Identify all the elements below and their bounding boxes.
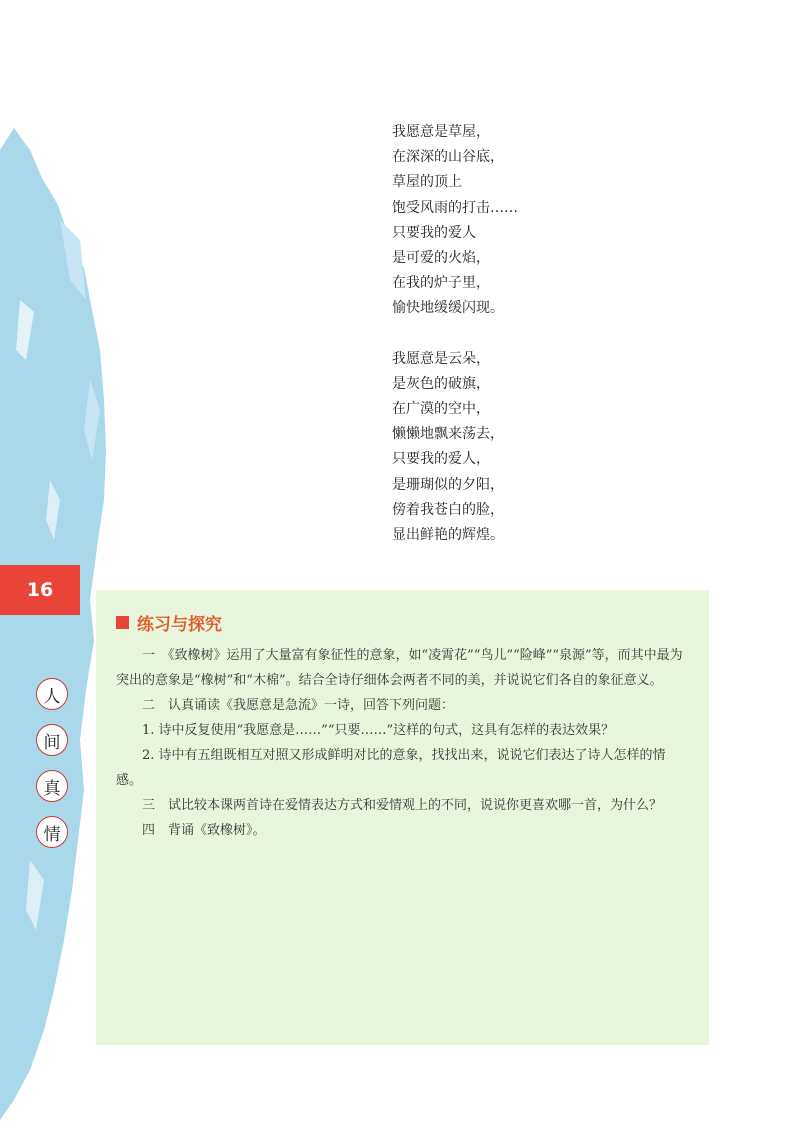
square-bullet-icon xyxy=(116,616,129,629)
poem-line: 愉快地缓缓闪现。 xyxy=(392,300,504,317)
exercise-item: 四 背诵《致橡树》。 xyxy=(142,823,266,838)
poem xyxy=(392,120,652,548)
exercise-item: 三 试比较本课两首诗在爱情表达方式和爱情观上的不同，说说你更喜欢哪一首，为什么？ xyxy=(142,798,663,813)
exercise-item: 1. 诗中反复使用“我愿意是……”“只要……”这样的句式，这具有怎样的表达效果？ xyxy=(142,723,615,738)
poem-line: 我愿意是草屋， xyxy=(392,124,490,140)
poem-line: 显出鲜艳的辉煌。 xyxy=(392,527,504,544)
poem-line: 在我的炉子里， xyxy=(392,275,490,292)
seal-char: 情 xyxy=(36,816,68,848)
poem-line: 是灰色的破旗， xyxy=(392,375,490,392)
seal-char: 间 xyxy=(36,724,68,756)
poem-line: 在广漠的空中， xyxy=(392,401,490,418)
poem-line: 饱受风雨的打击…… xyxy=(392,199,518,216)
exercise-box xyxy=(96,590,709,1045)
exercise-heading xyxy=(116,610,689,635)
exercise-heading-text: 练习与探究 xyxy=(137,615,222,635)
poem-line: 是可爱的火焰， xyxy=(392,250,490,267)
poem-line: 我愿意是云朵， xyxy=(392,350,490,367)
section-title xyxy=(36,678,76,862)
poem-line: 傍着我苍白的脸， xyxy=(392,501,504,518)
poem-line: 懒懒地飘来荡去， xyxy=(392,426,504,443)
exercise-item: 一 《致橡树》运用了大量富有象征性的意象，如“凌霄花”“鸟儿”“险峰”“泉源”等，而其中最为突出的意象是“橡树”和“木棉”。结合全诗仔细体会两者不同的美，并说说它们各自的象征意义。 xyxy=(116,648,683,688)
seal-char: 真 xyxy=(36,770,68,802)
poem-line: 是珊瑚似的夕阳， xyxy=(392,476,504,493)
exercise-item: 2. 诗中有五组既相互对照又形成鲜明对比的意象，找找出来，说说它们表达了诗人怎样的情感。 xyxy=(116,748,666,788)
poem-line: 在深深的山谷底， xyxy=(392,149,504,166)
poem-line: 只要我的爱人 xyxy=(392,224,476,241)
seal-char: 人 xyxy=(36,678,68,710)
exercise-item: 二 认真诵读《我愿意是急流》一诗，回答下列问题： xyxy=(142,698,455,713)
stanza-gap xyxy=(392,322,652,347)
poem-line: 只要我的爱人， xyxy=(392,451,490,468)
page-number: 16 xyxy=(0,565,80,615)
poem-line: 草屋的顶上 xyxy=(392,174,462,191)
